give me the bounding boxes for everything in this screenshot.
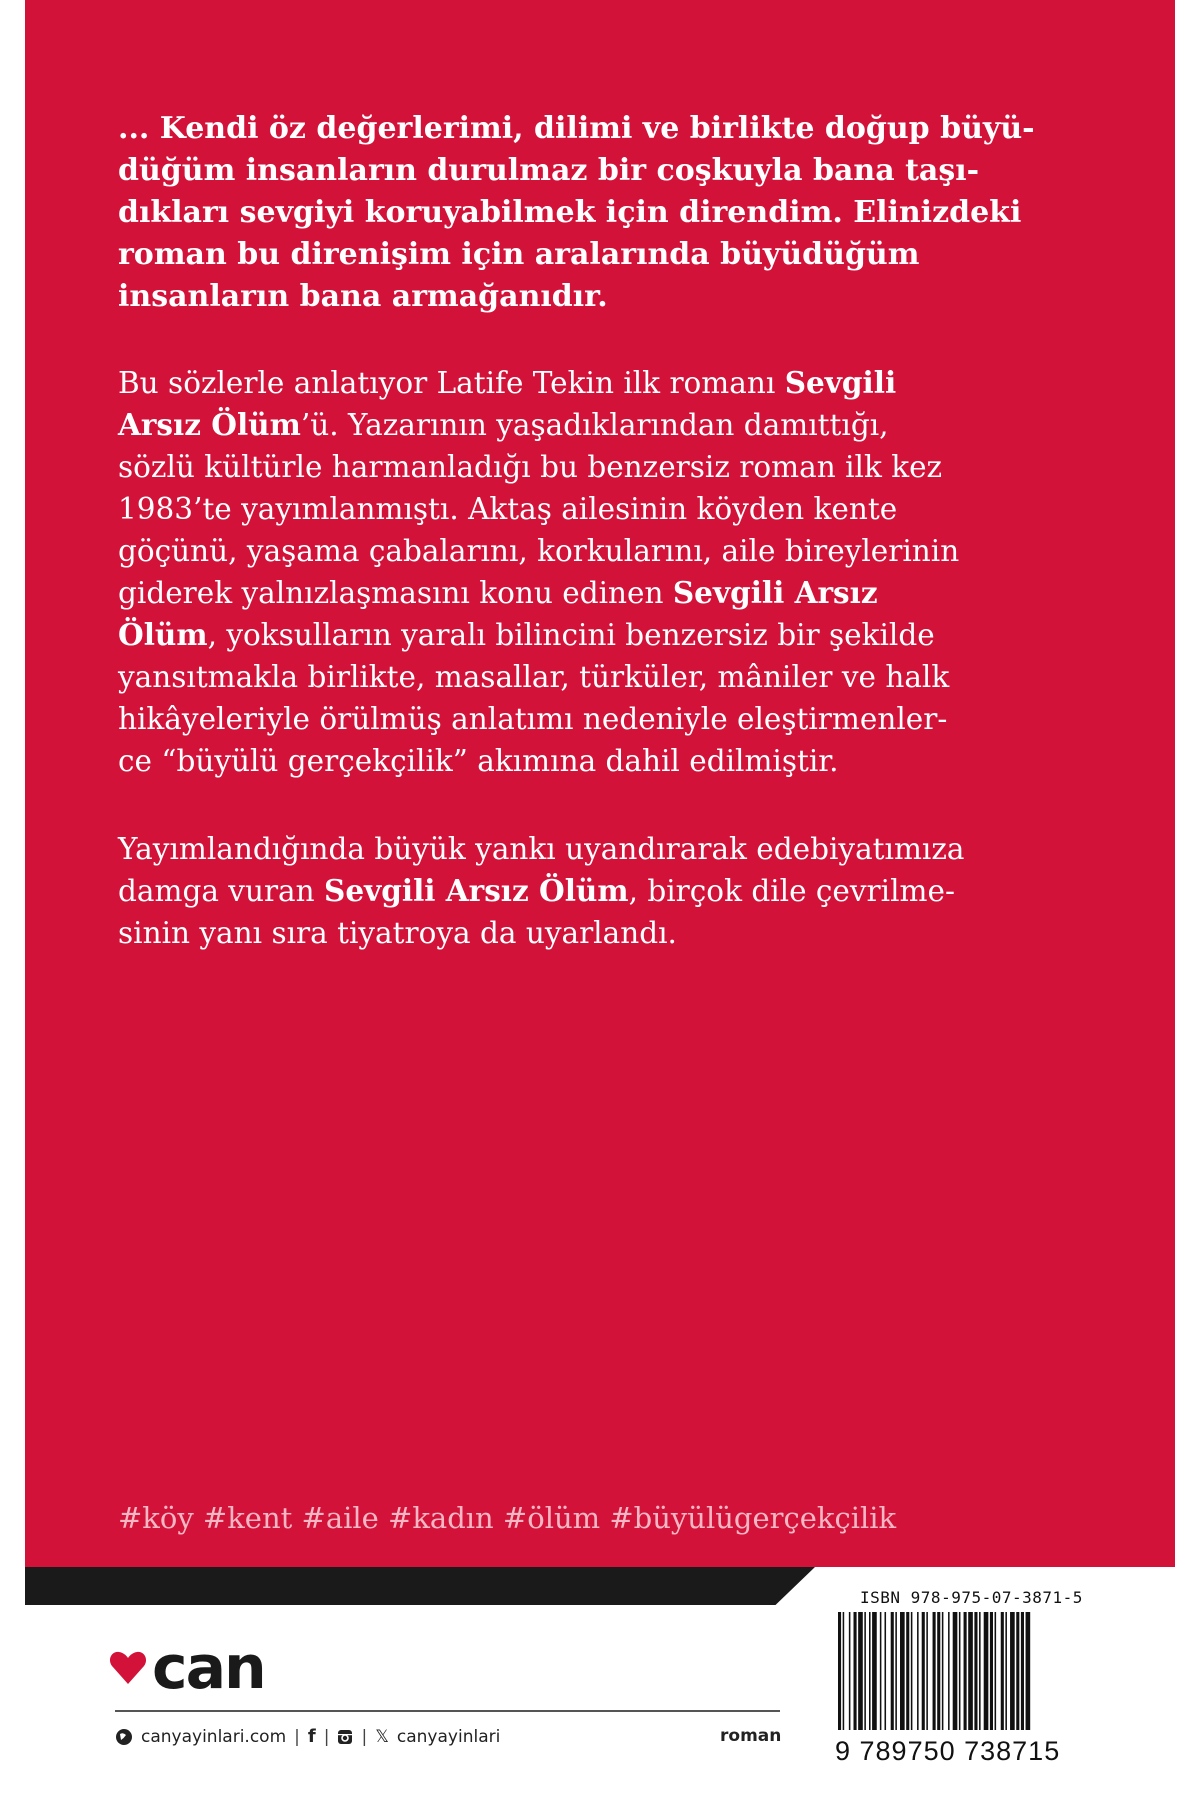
instagram-icon[interactable]	[337, 1729, 353, 1745]
barcode-bar	[964, 1612, 967, 1730]
quote-line: düğüm insanların durulmaz bir coşkuyla bana taşı-	[118, 153, 980, 188]
globe-icon	[115, 1728, 133, 1746]
quote-line: dıkları sevgiyi koruyabilmek için direndim. Elinizdeki	[118, 195, 1022, 230]
blurb-paragraph-1	[118, 362, 1078, 782]
barcode-bar	[1005, 1612, 1007, 1730]
barcode-bar	[906, 1612, 909, 1730]
barcode-bar	[864, 1612, 866, 1730]
barcode-bar	[1026, 1612, 1031, 1730]
blurb-line: damga vuran Sevgili Arsız Ölüm, birçok dile çevrilme-	[118, 873, 955, 908]
blurb-line: sinin yanı sıra tiyatroya da uyarlandı.	[118, 916, 677, 950]
quote-line: insanların bana armağanıdır.	[118, 279, 608, 314]
barcode-bar	[911, 1612, 913, 1730]
barcode-bar	[984, 1612, 989, 1730]
blurb-line: ce “büyülü gerçekçilik” akımına dahil edilmiştir.	[118, 744, 839, 778]
hashtags: #köy #kent #aile #kadın #ölüm #büyülügerçekçilik	[118, 1501, 897, 1535]
barcode-bar	[990, 1612, 993, 1730]
barcode-bar	[926, 1612, 928, 1730]
barcode-bar	[885, 1612, 887, 1730]
barcode-bar	[854, 1612, 857, 1730]
barcode-bar	[843, 1612, 845, 1730]
blurb-line: Ölüm, yoksulların yaralı bilincini benzersiz bir şekilde	[118, 617, 935, 652]
genre-label: roman	[720, 1726, 782, 1746]
separator: |	[361, 1726, 368, 1747]
barcode-bar	[1016, 1612, 1019, 1730]
barcode-bar	[1021, 1612, 1024, 1730]
blurb-line: göçünü, yaşama çabalarını, korkularını, aile bireylerinin	[118, 534, 960, 568]
isbn-label: ISBN 978-975-07-3871-5	[860, 1588, 1083, 1607]
publisher-logo	[108, 1633, 328, 1703]
barcode-bar	[948, 1612, 950, 1730]
footer-divider	[115, 1710, 780, 1712]
blurb-paragraph-2	[118, 828, 1078, 954]
blurb-line: Arsız Ölüm’ü. Yazarının yaşadıklarından damıttığı,	[118, 407, 889, 442]
barcode-bar	[1010, 1612, 1015, 1730]
barcode-bar	[959, 1612, 961, 1730]
x-icon[interactable]: 𝕏	[375, 1726, 389, 1747]
blurb-line: yansıtmakla birlikte, masallar, türküler, mâniler ve halk	[118, 660, 950, 694]
barcode-digits: 9 789750 738715	[835, 1736, 1061, 1766]
barcode	[838, 1612, 1083, 1730]
barcode-bar	[858, 1612, 863, 1730]
barcode-bar	[979, 1612, 981, 1730]
barcode-bar	[838, 1612, 841, 1730]
barcode-bar	[968, 1612, 973, 1730]
blurb-line: giderek yalnızlaşmasını konu edinen Sevgili Arsız	[118, 575, 878, 610]
quote-line: roman bu direnişim için aralarında büyüdüğüm	[118, 237, 920, 272]
blurb-line: 1983’te yayımlanmıştı. Aktaş ailesinin köyden kente	[118, 492, 898, 526]
website-link[interactable]: canyayinlari.com	[141, 1726, 287, 1747]
quote-line: ... Kendi öz değerlerimi, dilimi ve birlikte doğup büyü-	[118, 111, 1035, 146]
barcode-bar	[922, 1612, 925, 1730]
logo-text: can	[152, 1633, 265, 1703]
barcode-bar	[933, 1612, 936, 1730]
barcode-bar	[942, 1612, 944, 1730]
back-cover-panel	[25, 0, 1175, 1567]
facebook-icon[interactable]: f	[307, 1726, 316, 1747]
barcode-bar	[900, 1612, 905, 1730]
barcode-bar	[872, 1612, 877, 1730]
blurb-line: sözlü kültürle harmanladığı bu benzersiz roman ilk kez	[118, 450, 943, 484]
heart-icon	[108, 1648, 148, 1688]
barcode-bar	[880, 1612, 882, 1730]
barcode-bar	[995, 1612, 997, 1730]
separator: |	[294, 1726, 300, 1747]
barcode-bar	[953, 1612, 958, 1730]
black-band	[25, 1567, 815, 1605]
blurb-line: Yayımlandığında büyük yankı uyandırarak edebiyatımıza	[118, 832, 965, 866]
barcode-bar	[891, 1612, 894, 1730]
barcode-bar	[1001, 1612, 1004, 1730]
barcode-bar	[895, 1612, 897, 1730]
blurb-line: hikâyeleriyle örülmüş anlatımı nedeniyle eleştirmenler-	[118, 702, 948, 736]
barcode-bar	[974, 1612, 977, 1730]
social-handle[interactable]: canyayinlari	[396, 1726, 501, 1747]
barcode-bar	[849, 1612, 851, 1730]
barcode-bar	[917, 1612, 919, 1730]
barcode-bar	[869, 1612, 871, 1730]
separator: |	[323, 1726, 330, 1747]
author-quote	[118, 108, 1078, 318]
blurb-line: Bu sözlerle anlatıyor Latife Tekin ilk romanı Sevgili	[118, 365, 897, 400]
barcode-bar	[937, 1612, 940, 1730]
publisher-links	[115, 1726, 500, 1747]
